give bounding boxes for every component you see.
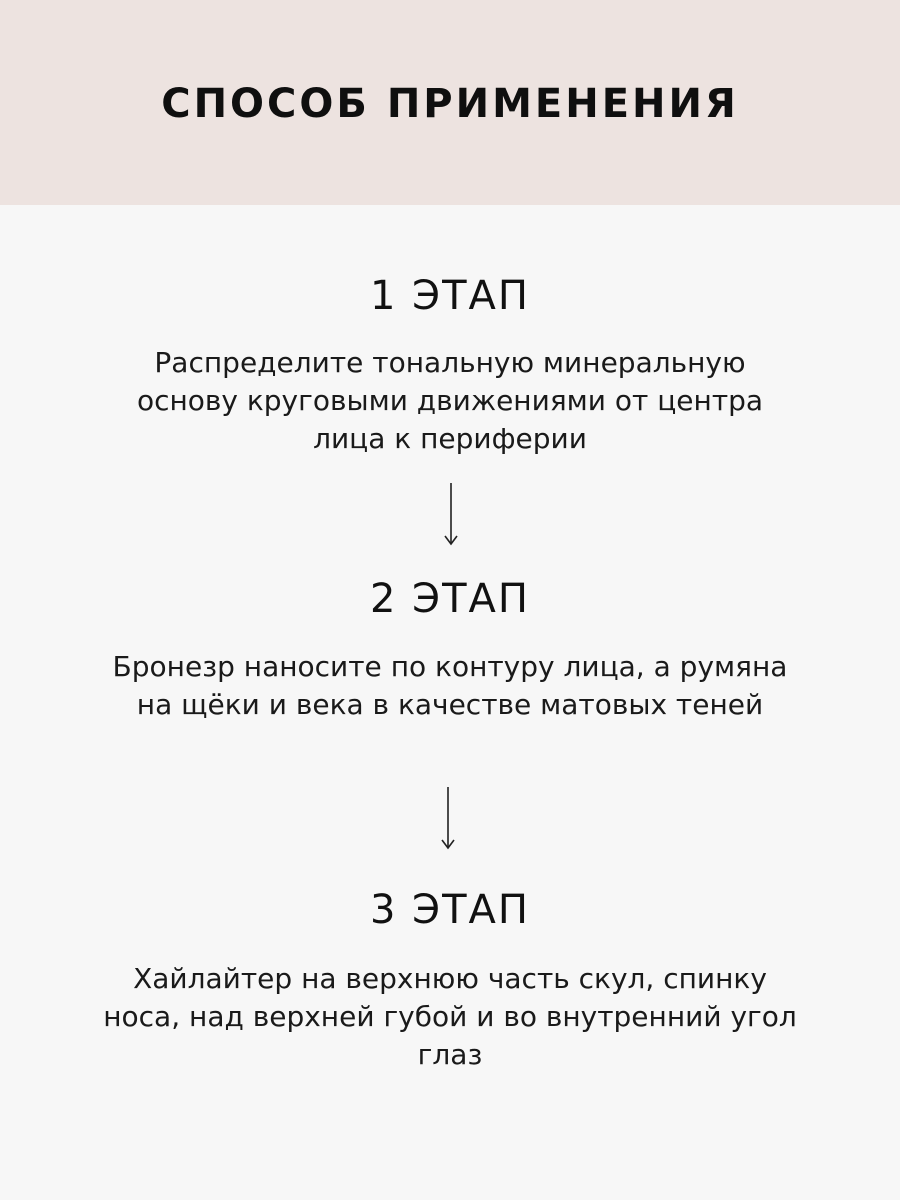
step-3-title: 3 ЭТАП: [370, 887, 530, 933]
step-1-title: 1 ЭТАП: [370, 273, 530, 319]
step-1-text: Распределите тональную минеральную основу круговыми движениями от центра лица к периферии: [136, 346, 764, 455]
step-3-text: Хайлайтер на верхнюю часть скул, спинку носа, над верхней губой и во внутренний угол глаз: [103, 962, 797, 1071]
arrow-down-icon: [441, 482, 461, 546]
step-2-text: Бронезр наносите по контуру лица, а румяна на щёки и века в качестве матовых теней: [112, 650, 788, 721]
step-2-title: 2 ЭТАП: [370, 576, 530, 622]
header-banner: [0, 0, 900, 205]
arrow-down-icon: [438, 786, 458, 850]
page-title: СПОСОБ ПРИМЕНЕНИЯ: [161, 81, 739, 127]
